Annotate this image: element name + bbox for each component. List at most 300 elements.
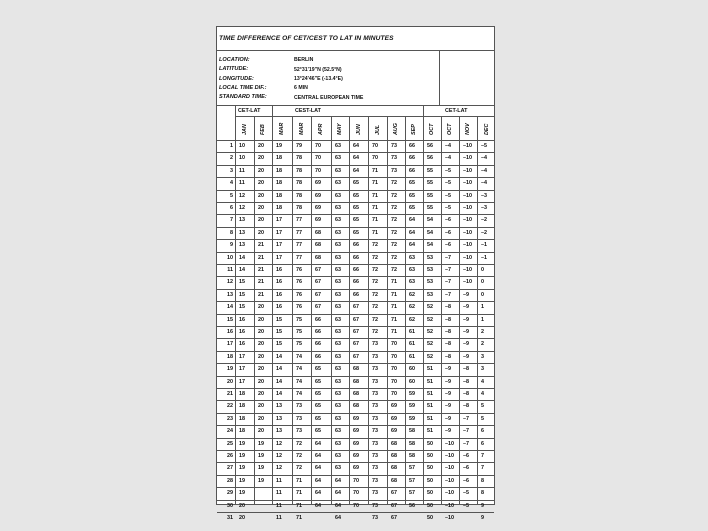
value-cell: 66 <box>409 143 415 149</box>
value-cell: 63 <box>335 192 341 199</box>
value-cell: 70 <box>391 366 397 373</box>
value-cell: 20 <box>258 180 264 187</box>
row-divider <box>217 177 494 178</box>
value-cell: 13 <box>276 403 282 410</box>
value-cell: –3 <box>481 192 487 199</box>
value-cell: 72 <box>391 242 397 249</box>
month-header: MAY <box>337 123 343 135</box>
value-cell: 9 <box>481 502 484 509</box>
value-cell: 78 <box>296 180 302 187</box>
value-cell: 67 <box>315 279 321 286</box>
value-cell: –8 <box>445 341 451 348</box>
value-cell: 18 <box>276 205 282 211</box>
info-value: 13°24'46"E (-13.4°E) <box>294 75 343 82</box>
value-cell: 72 <box>372 316 378 323</box>
row-divider <box>235 116 494 117</box>
value-cell: 17 <box>276 242 282 249</box>
row-divider <box>217 413 494 414</box>
value-cell: 74 <box>296 353 302 360</box>
value-cell: 67 <box>353 316 359 323</box>
value-cell: 15 <box>276 329 282 335</box>
value-cell: 68 <box>391 453 397 459</box>
value-cell: –2 <box>481 217 487 224</box>
value-cell: 64 <box>353 155 359 162</box>
value-cell: 72 <box>391 254 397 261</box>
value-cell: 77 <box>296 229 302 236</box>
value-cell: 73 <box>372 490 378 497</box>
value-cell: 71 <box>391 279 397 286</box>
row-divider <box>217 105 494 106</box>
value-cell: 52 <box>427 316 433 323</box>
value-cell: 13 <box>276 428 282 435</box>
value-cell: 53 <box>427 267 433 273</box>
value-cell: 63 <box>335 205 341 211</box>
value-cell: 11 <box>276 502 282 509</box>
day-number: 5 <box>230 192 233 199</box>
value-cell: 67 <box>391 515 397 521</box>
row-divider <box>217 239 494 240</box>
value-cell: 70 <box>372 143 378 149</box>
value-cell: 16 <box>276 304 282 311</box>
value-cell: 19 <box>239 465 245 472</box>
value-cell: 64 <box>335 490 341 497</box>
month-header: MAR <box>298 122 305 135</box>
value-cell: 64 <box>335 477 341 484</box>
value-cell: 15 <box>239 291 245 298</box>
value-cell: 51 <box>427 403 433 410</box>
row-divider <box>217 214 494 215</box>
day-number: 14 <box>227 304 233 311</box>
value-cell: 73 <box>372 428 378 435</box>
value-cell: 50 <box>427 453 433 459</box>
value-cell: –7 <box>463 440 469 447</box>
value-cell: 56 <box>427 155 433 162</box>
value-cell: 20 <box>258 217 264 224</box>
day-number: 6 <box>230 205 233 211</box>
row-divider <box>217 301 494 302</box>
row-divider <box>217 202 494 203</box>
value-cell: 65 <box>315 415 321 422</box>
value-cell: 72 <box>372 254 378 261</box>
value-cell: –6 <box>445 242 451 249</box>
value-cell: –8 <box>445 316 451 323</box>
value-cell: 65 <box>353 229 359 236</box>
value-cell: 73 <box>372 415 378 422</box>
value-cell: 72 <box>372 279 378 286</box>
value-cell: 69 <box>353 440 359 447</box>
value-cell: 78 <box>296 155 302 162</box>
value-cell: 3 <box>481 366 484 373</box>
value-cell: 20 <box>258 143 264 149</box>
value-cell: 59 <box>409 391 415 397</box>
value-cell: 66 <box>353 254 359 261</box>
value-cell: 50 <box>427 490 433 497</box>
value-cell: 11 <box>276 477 282 484</box>
value-cell: –9 <box>463 341 469 348</box>
value-cell: 71 <box>372 180 378 187</box>
value-cell: –10 <box>463 279 472 286</box>
value-cell: 77 <box>296 217 302 224</box>
day-number: 12 <box>227 279 233 286</box>
value-cell: 70 <box>315 143 321 149</box>
value-cell: 6 <box>481 428 484 435</box>
value-cell: –10 <box>463 155 472 162</box>
value-cell: 67 <box>353 341 359 348</box>
value-cell: 14 <box>276 366 282 373</box>
value-cell: 71 <box>372 205 378 211</box>
value-cell: –10 <box>463 242 472 249</box>
value-cell: 11 <box>276 515 282 521</box>
value-cell: 14 <box>276 378 282 385</box>
value-cell: 66 <box>315 341 321 348</box>
value-cell: 51 <box>427 378 433 385</box>
value-cell: –9 <box>463 304 469 311</box>
table-title: TIME DIFFERENCE OF CET/CEST TO LAT IN MINUTES <box>219 35 394 42</box>
value-cell: –8 <box>463 403 469 410</box>
value-cell: 70 <box>391 341 397 348</box>
value-cell: 73 <box>372 453 378 459</box>
value-cell: 5 <box>481 415 484 422</box>
value-cell: 12 <box>276 440 282 447</box>
month-header: MAR <box>279 122 285 135</box>
value-cell: 63 <box>335 267 341 273</box>
row-divider <box>217 438 494 439</box>
value-cell: 68 <box>315 229 321 236</box>
month-header: JAN <box>241 124 248 135</box>
value-cell: 17 <box>276 254 282 261</box>
column-divider <box>423 105 424 505</box>
value-cell: –3 <box>481 205 487 211</box>
info-label: LOCAL TIME DIF.: <box>219 84 267 91</box>
value-cell: 53 <box>427 254 433 261</box>
value-cell: 59 <box>409 403 415 410</box>
value-cell: 72 <box>372 304 378 311</box>
value-cell: 64 <box>315 477 321 484</box>
value-cell: 13 <box>239 242 245 249</box>
value-cell: 73 <box>372 353 378 360</box>
value-cell: 19 <box>258 477 264 484</box>
row-divider <box>217 425 494 426</box>
column-divider <box>272 105 273 505</box>
value-cell: 69 <box>353 428 359 435</box>
value-cell: 16 <box>239 316 245 323</box>
value-cell: –6 <box>463 477 469 484</box>
month-header: OCT <box>429 123 435 135</box>
value-cell: 79 <box>296 143 302 149</box>
value-cell: –8 <box>463 366 469 373</box>
value-cell: –1 <box>481 254 487 261</box>
value-cell: –9 <box>463 291 469 298</box>
value-cell: 51 <box>427 415 433 422</box>
value-cell: –4 <box>445 155 451 162</box>
value-cell: 63 <box>409 279 415 286</box>
value-cell: 63 <box>335 254 341 261</box>
value-cell: 65 <box>409 205 415 211</box>
value-cell: 19 <box>239 440 245 447</box>
value-cell: 72 <box>372 329 378 335</box>
value-cell: 11 <box>276 490 282 497</box>
value-cell: 52 <box>427 329 433 335</box>
value-cell: –10 <box>463 192 472 199</box>
value-cell: 16 <box>276 291 282 298</box>
row-divider <box>217 252 494 253</box>
value-cell: –8 <box>445 329 451 335</box>
value-cell: 67 <box>315 304 321 311</box>
value-cell: 20 <box>258 366 264 373</box>
value-cell: 55 <box>427 167 433 174</box>
value-cell: –10 <box>445 502 454 509</box>
value-cell: 63 <box>335 155 341 162</box>
month-header: APR <box>318 123 324 135</box>
value-cell: –2 <box>481 229 487 236</box>
row-divider <box>217 400 494 401</box>
value-cell: 3 <box>481 353 484 360</box>
value-cell: 76 <box>296 291 302 298</box>
value-cell: 73 <box>372 341 378 348</box>
column-divider <box>477 116 478 505</box>
value-cell: 66 <box>409 155 415 162</box>
value-cell: 14 <box>276 353 282 360</box>
value-cell: 64 <box>353 167 359 174</box>
value-cell: –1 <box>481 242 487 249</box>
value-cell: –6 <box>445 217 451 224</box>
value-cell: 78 <box>296 205 302 211</box>
day-number: 20 <box>227 378 233 385</box>
value-cell: 68 <box>353 378 359 385</box>
value-cell: 65 <box>409 192 415 199</box>
value-cell: 18 <box>239 415 245 422</box>
value-cell: 50 <box>427 502 433 509</box>
value-cell: –9 <box>445 378 451 385</box>
value-cell: 50 <box>427 440 433 447</box>
value-cell: 63 <box>335 229 341 236</box>
value-cell: –5 <box>445 180 451 187</box>
row-divider <box>217 276 494 277</box>
day-number: 19 <box>227 366 233 373</box>
column-divider <box>439 50 440 105</box>
day-number: 27 <box>227 465 233 472</box>
value-cell: –10 <box>445 440 454 447</box>
value-cell: 67 <box>315 267 321 273</box>
value-cell: 19 <box>258 465 264 472</box>
value-cell: –8 <box>445 353 451 360</box>
value-cell: 63 <box>335 415 341 422</box>
value-cell: 17 <box>239 366 245 373</box>
row-divider <box>217 388 494 389</box>
value-cell: 58 <box>409 453 415 459</box>
value-cell: 71 <box>372 229 378 236</box>
value-cell: 7 <box>481 453 484 459</box>
value-cell: 71 <box>296 490 302 497</box>
value-cell: 21 <box>258 279 264 286</box>
value-cell: 11 <box>239 167 245 174</box>
value-cell: 78 <box>296 167 302 174</box>
day-number: 10 <box>227 254 233 261</box>
row-divider <box>217 487 494 488</box>
day-number: 23 <box>227 415 233 422</box>
value-cell: 20 <box>258 378 264 385</box>
value-cell: 75 <box>296 329 302 335</box>
value-cell: 71 <box>391 329 397 335</box>
value-cell: –7 <box>445 291 451 298</box>
value-cell: –7 <box>445 254 451 261</box>
value-cell: 68 <box>391 465 397 472</box>
value-cell: –6 <box>463 453 469 459</box>
value-cell: 63 <box>409 254 415 261</box>
value-cell: 58 <box>409 440 415 447</box>
value-cell: 12 <box>276 453 282 459</box>
value-cell: 50 <box>427 477 433 484</box>
value-cell: 72 <box>296 453 302 459</box>
column-divider <box>311 116 312 505</box>
value-cell: 55 <box>427 180 433 187</box>
row-divider <box>217 338 494 339</box>
group-label: CEST-LAT <box>295 108 321 114</box>
value-cell: 18 <box>239 403 245 410</box>
day-number: 4 <box>230 180 233 187</box>
value-cell: 63 <box>335 465 341 472</box>
day-number: 21 <box>227 391 233 397</box>
value-cell: 20 <box>258 415 264 422</box>
value-cell: 20 <box>258 428 264 435</box>
value-cell: 9 <box>481 515 484 521</box>
value-cell: 69 <box>391 415 397 422</box>
value-cell: –10 <box>463 254 472 261</box>
value-cell: 72 <box>372 267 378 273</box>
value-cell: 54 <box>427 229 433 236</box>
row-divider <box>217 190 494 191</box>
value-cell: 63 <box>335 180 341 187</box>
day-number: 25 <box>227 440 233 447</box>
value-cell: 18 <box>276 192 282 199</box>
row-divider <box>217 512 494 513</box>
day-number: 17 <box>227 341 233 348</box>
value-cell: 63 <box>335 366 341 373</box>
value-cell: 77 <box>296 242 302 249</box>
value-cell: 72 <box>391 180 397 187</box>
value-cell: 20 <box>258 304 264 311</box>
value-cell: 20 <box>258 205 264 211</box>
row-divider <box>217 450 494 451</box>
column-divider <box>441 116 442 505</box>
value-cell: 6 <box>481 440 484 447</box>
value-cell: 60 <box>409 366 415 373</box>
row-divider <box>217 500 494 501</box>
value-cell: 71 <box>296 502 302 509</box>
value-cell: 64 <box>315 502 321 509</box>
value-cell: 15 <box>276 316 282 323</box>
day-number: 26 <box>227 453 233 459</box>
column-divider <box>368 116 369 505</box>
value-cell: –10 <box>445 453 454 459</box>
value-cell: 67 <box>353 304 359 311</box>
month-header: JUL <box>374 124 381 135</box>
value-cell: 21 <box>258 267 264 273</box>
value-cell: 51 <box>427 428 433 435</box>
day-number: 16 <box>227 329 233 335</box>
value-cell: –4 <box>481 180 487 187</box>
value-cell: 63 <box>335 428 341 435</box>
value-cell: 66 <box>353 242 359 249</box>
value-cell: 73 <box>372 391 378 397</box>
value-cell: 71 <box>372 192 378 199</box>
month-header: OCT <box>447 123 453 135</box>
value-cell: 64 <box>335 515 341 521</box>
value-cell: 68 <box>391 440 397 447</box>
value-cell: 14 <box>239 267 245 273</box>
value-cell: 64 <box>409 229 415 236</box>
value-cell: 20 <box>258 229 264 236</box>
value-cell: 61 <box>409 329 415 335</box>
value-cell: –9 <box>463 329 469 335</box>
value-cell: 57 <box>409 465 415 472</box>
value-cell: 17 <box>239 353 245 360</box>
value-cell: 73 <box>296 403 302 410</box>
value-cell: 69 <box>353 453 359 459</box>
value-cell: 52 <box>427 341 433 348</box>
value-cell: 70 <box>353 490 359 497</box>
info-label: LATITUDE: <box>219 66 249 73</box>
value-cell: 68 <box>315 242 321 249</box>
row-divider <box>217 314 494 315</box>
value-cell: 61 <box>409 341 415 348</box>
value-cell: 16 <box>276 267 282 273</box>
value-cell: 70 <box>372 155 378 162</box>
day-number: 2 <box>230 155 233 162</box>
value-cell: 70 <box>353 502 359 509</box>
value-cell: 66 <box>353 267 359 273</box>
value-cell: 18 <box>239 428 245 435</box>
value-cell: 65 <box>315 378 321 385</box>
value-cell: 18 <box>276 155 282 162</box>
value-cell: 1 <box>481 316 484 323</box>
value-cell: 20 <box>258 341 264 348</box>
value-cell: 69 <box>315 192 321 199</box>
value-cell: 72 <box>391 205 397 211</box>
value-cell: 62 <box>409 291 415 298</box>
value-cell: 73 <box>296 428 302 435</box>
row-divider <box>217 165 494 166</box>
value-cell: 13 <box>276 415 282 422</box>
value-cell: 66 <box>353 279 359 286</box>
info-value: BERLIN <box>294 57 314 64</box>
value-cell: 74 <box>296 378 302 385</box>
value-cell: 63 <box>335 143 341 149</box>
time-difference-table <box>216 26 495 521</box>
value-cell: 21 <box>258 291 264 298</box>
group-label: CET-LAT <box>445 108 468 114</box>
value-cell: 70 <box>391 378 397 385</box>
value-cell: 0 <box>481 291 484 298</box>
value-cell: 64 <box>335 502 341 509</box>
value-cell: –9 <box>463 353 469 360</box>
info-label: LOCATION: <box>219 57 250 63</box>
value-cell: 16 <box>239 329 245 335</box>
value-cell: 19 <box>276 143 282 149</box>
month-header: AUG <box>393 123 399 135</box>
row-divider <box>217 475 494 476</box>
value-cell: 76 <box>296 267 302 273</box>
value-cell: 52 <box>427 353 433 360</box>
row-divider <box>217 351 494 352</box>
column-divider <box>405 116 406 505</box>
day-number: 31 <box>227 515 233 521</box>
day-number: 28 <box>227 477 233 484</box>
value-cell: 70 <box>315 155 321 162</box>
day-number: 9 <box>230 242 233 249</box>
value-cell: 70 <box>391 391 397 397</box>
value-cell: 54 <box>427 217 433 224</box>
